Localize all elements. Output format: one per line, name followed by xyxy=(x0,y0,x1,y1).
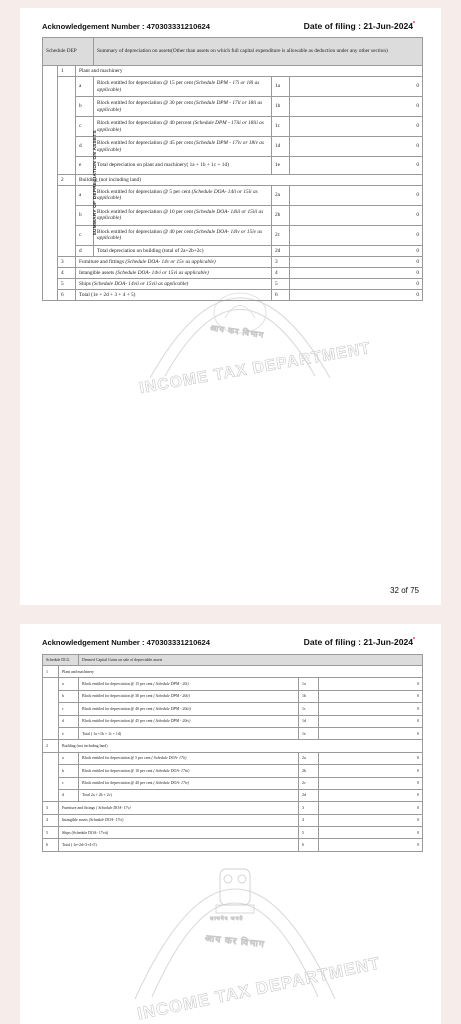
table-header xyxy=(43,655,423,666)
table-row: 5 Ships (Schedule DOA- 17vii) 5 0 xyxy=(43,827,423,839)
value-field[interactable]: 0 xyxy=(319,752,423,764)
table-row: 1 Plant and machinery xyxy=(43,666,423,678)
table-row: b Block entitled for depreciation @ 30 per cent (Schedule DPM - 17ii or 18ii as applicable) 1b 0 xyxy=(43,97,423,117)
table-row: c Block entitled for depreciation @ 40 per cent (Schedule DOA- 14iv or 15iv as applicable) 2c 0 xyxy=(43,225,423,245)
value-field[interactable]: 0 xyxy=(290,267,423,278)
date-of-filing: Date of filing : 21-Jun-2024* xyxy=(303,637,415,647)
table-row: 3 Furniture and fittings ( Schedule DOA- 17v) 3 0 xyxy=(43,802,423,814)
table-row: d Total depreciation on building (total of 2a+2b+2c) 2d 0 xyxy=(43,245,423,256)
schedule-description: Deemed Capital Gains on sale of depreciable assets xyxy=(79,655,423,666)
acknowledgement-number: Acknowledgement Number : 470303331210624 xyxy=(42,638,211,647)
schedule-name: Schedule DEP xyxy=(43,38,94,66)
value-field[interactable]: 0 xyxy=(290,245,423,256)
value-field[interactable]: 0 xyxy=(290,205,423,225)
value-field[interactable]: 0 xyxy=(319,703,423,715)
date-of-filing: Date of filing : 21-Jun-2024* xyxy=(303,21,415,31)
value-field[interactable]: 0 xyxy=(319,678,423,690)
table-row: a Block entitled for depreciation @ 5 per cent ( Schedule DOA- 17ii) 2a 0 xyxy=(43,752,423,764)
page-header xyxy=(42,22,419,36)
value-field[interactable]: 0 xyxy=(290,77,423,97)
value-field[interactable]: 0 xyxy=(319,777,423,789)
value-field[interactable]: 0 xyxy=(290,185,423,205)
value-field[interactable]: 0 xyxy=(290,117,423,137)
table-row: a Block entitled for depreciation @ 15 per cent ( Schedule DPM - 20i) 1a 0 xyxy=(43,678,423,690)
table-row: 2 Building (not including land) xyxy=(43,740,423,752)
table-row: d Block entitled for depreciation @ 45 per cent ( Schedule DPM - 20iv) 1d 0 xyxy=(43,715,423,727)
table-row: 4 Intangible assets (Schedule DOA- 14vi or 15vi as applicable) 4 0 xyxy=(43,267,423,278)
value-field[interactable]: 0 xyxy=(319,789,423,801)
value-field[interactable]: 0 xyxy=(290,278,423,289)
watermark-text: INCOME TAX DEPARTMENT xyxy=(138,339,373,398)
value-field[interactable]: 0 xyxy=(319,839,423,851)
table-row: 3 Furniture and fittings (Schedule DOA- 14v or 15v as applicable) 3 0 xyxy=(43,256,423,267)
table-row: b Block entitled for depreciation @ 30 per cent ( Schedule DPM - 20ii) 1b 0 xyxy=(43,690,423,702)
value-field[interactable]: 0 xyxy=(319,765,423,777)
value-field[interactable]: 0 xyxy=(290,97,423,117)
table-row: b Block entitled for depreciation @ 10 per cent (Schedule DOA- 14iii or 15iii as applicable) 2b 0 xyxy=(43,205,423,225)
value-field[interactable]: 0 xyxy=(290,137,423,157)
watermark-motto: सत्यमेव जयते xyxy=(210,916,244,922)
acknowledgement-number: Acknowledgement Number : 470303331210624 xyxy=(42,22,211,31)
table-row: c Block entitled for depreciation @ 40 percent (Schedule DPM - 17iii or 18iii as applicable) 1c 0 xyxy=(43,117,423,137)
table-row: 6 Total ( 1e+2d+3+4+5) 6 0 xyxy=(43,839,423,851)
table-row: 5 Ships (Schedule DOA- 14vii or 15vii as applicable) 5 0 xyxy=(43,278,423,289)
value-field[interactable]: 0 xyxy=(319,690,423,702)
value-field[interactable]: 0 xyxy=(319,715,423,727)
watermark-text: INCOME TAX DEPARTMENT xyxy=(135,953,383,1024)
value-field[interactable]: 0 xyxy=(319,827,423,839)
table-row: e Total ( 1a +1b + 1c + 1d) 1e 0 xyxy=(43,727,423,739)
watermark-emblem xyxy=(120,829,350,1019)
value-field[interactable]: 0 xyxy=(290,289,423,300)
document-page-32 xyxy=(20,8,441,605)
schedule-dcg-table xyxy=(42,654,423,852)
value-field[interactable]: 0 xyxy=(290,157,423,175)
page-number: 32 of 75 xyxy=(390,586,419,595)
table-header xyxy=(43,38,423,66)
watermark-top-text: आय कर विभाग xyxy=(204,932,266,950)
table-row: 4 Intangible assets (Schedule DOA- 17vi) 4 0 xyxy=(43,814,423,826)
side-label: SUMMARY OF DEPRECIATION ON ASSETS xyxy=(43,66,58,301)
table-row: 2 Building (not including land) xyxy=(43,174,423,185)
table-row: d Block entitled for depreciation @ 45 per cent (Schedule DPM - 17iv or 18iv as applicable) 1d 0 xyxy=(43,137,423,157)
table-row: d Total 2a + 2b + 2c) 2d 0 xyxy=(43,789,423,801)
table-row: a Block entitled for depreciation @ 5 per cent (Schedule DOA- 14ii or 15ii as applicable) 2a 0 xyxy=(43,185,423,205)
watermark-top-text: आय कर विभाग xyxy=(209,323,265,340)
table-row: c Block entitled for depreciation @ 40 per cent ( Schedule DOA- 17iv) 2c 0 xyxy=(43,777,423,789)
document-page-33 xyxy=(20,624,441,1024)
value-field[interactable]: 0 xyxy=(319,802,423,814)
value-field[interactable]: 0 xyxy=(290,225,423,245)
schedule-description: Summary of depreciation on assets(Other than assets on which full capital expenditure is allowable as deduction under any other section) xyxy=(94,38,423,66)
value-field[interactable]: 0 xyxy=(319,727,423,739)
schedule-dep-table xyxy=(42,37,423,301)
table-row: c Block entitled for depreciation @ 40 per cent ( Schedule DPM - 20iii) 1c 0 xyxy=(43,703,423,715)
value-field[interactable]: 0 xyxy=(290,256,423,267)
table-row: 6 Total (1e + 2d + 3 + 4 + 5) 6 0 xyxy=(43,289,423,300)
table-row: b Block entitled for depreciation @ 10 per cent ( Schedule DOA- 17iii) 2b 0 xyxy=(43,765,423,777)
table-row: a Block entitled for depreciation @ 15 per cent (Schedule DPM - 17i or 18i as applicable) 1a 0 xyxy=(43,77,423,97)
table-row: e Total depreciation on plant and machinery( 1a + 1b + 1c + 1d) 1e 0 xyxy=(43,157,423,175)
schedule-name: Schedule DCG xyxy=(43,655,79,666)
table-row: SUMMARY OF DEPRECIATION ON ASSETS 1 Plant and machinery xyxy=(43,66,423,77)
page-header xyxy=(42,638,419,652)
value-field[interactable]: 0 xyxy=(319,814,423,826)
